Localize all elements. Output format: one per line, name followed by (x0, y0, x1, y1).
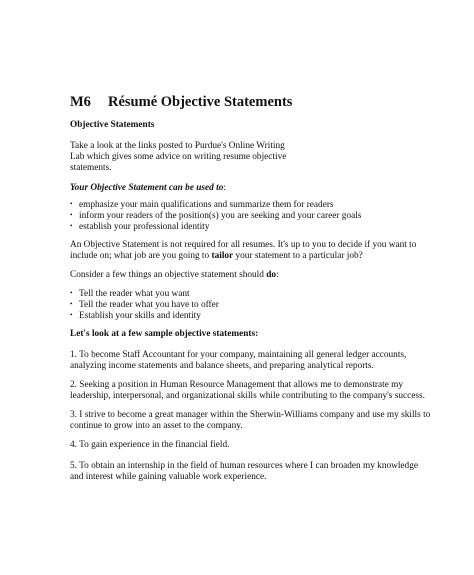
bullet-icon: • (70, 211, 73, 219)
samples-heading: Let's look at a few sample objective statements: (70, 329, 259, 339)
do-item-3 (70, 310, 201, 322)
do-item-text: Establish your skills and identity (79, 311, 201, 321)
uses-heading (70, 183, 226, 194)
sample-1-line-2: analyzing income statements and balance sheets, and preparing analytical reports. (70, 361, 374, 371)
uses-item-text: inform your readers of the position(s) you are seeking and your career goals (79, 211, 362, 221)
section-heading: Objective Statements (70, 120, 155, 130)
uses-heading-text: Your Objective Statement can be used to (70, 183, 224, 193)
required-line-2-bold: tailor (211, 251, 234, 261)
sample-3-line-2: continue to grow into an asset to the company. (70, 421, 243, 431)
bullet-icon: • (70, 300, 73, 308)
consider-pre: Consider a few things an objective statement should (70, 270, 267, 280)
sample-5-line-1: 5. To obtain an internship in the field of human resources where I can broaden my knowledge (70, 461, 418, 471)
consider-bold: do (266, 270, 277, 280)
intro-line-3: statements. (70, 163, 112, 173)
required-line-1: An Objective Statement is not required for all resumes. It's up to you to decide if you want to (70, 240, 417, 250)
intro-line-1: Take a look at the links posted to Purdue's Online Writing (70, 141, 285, 151)
consider-post: : (276, 270, 279, 280)
sample-3-line-1: 3. I strive to become a great manager within the Sherwin-Williams company and use my skills to (70, 410, 431, 420)
bullet-icon: • (70, 289, 73, 297)
bullet-icon: • (70, 311, 73, 319)
required-line-2-pre: include on; what job are you going to (70, 251, 212, 261)
title-text: Résumé Objective Statements (108, 94, 293, 110)
document-title (70, 94, 292, 111)
bullet-icon: • (70, 222, 73, 230)
sample-4-line-1: 4. To gain experience in the financial field. (70, 440, 230, 450)
intro-line-2: Lab which gives some advice on writing resume objective (70, 152, 287, 162)
required-line-2-post: your statement to a particular job? (233, 251, 363, 261)
uses-item-text: emphasize your main qualifications and summarize them for readers (79, 200, 334, 210)
bullet-icon: • (70, 200, 73, 208)
uses-heading-colon: : (223, 183, 226, 193)
sample-1-line-1: 1. To become Staff Accountant for your company, maintaining all general ledger accounts, (70, 350, 407, 360)
consider-line (70, 270, 279, 281)
sample-2-line-2: leadership, interpersonal, and organizational skills while contributing to the company's success. (70, 391, 425, 401)
title-number: M6 (70, 94, 91, 110)
sample-2-line-1: 2. Seeking a position in Human Resource Management that allows me to demonstrate my (70, 380, 404, 390)
uses-item-text: establish your professional identity (79, 222, 210, 232)
uses-item-3 (70, 221, 209, 233)
do-item-text: Tell the reader what you want (79, 289, 190, 299)
required-line-2 (70, 251, 363, 262)
sample-5-line-2: and interest while gaining valuable work experience. (70, 472, 267, 482)
do-item-text: Tell the reader what you have to offer (79, 300, 219, 310)
